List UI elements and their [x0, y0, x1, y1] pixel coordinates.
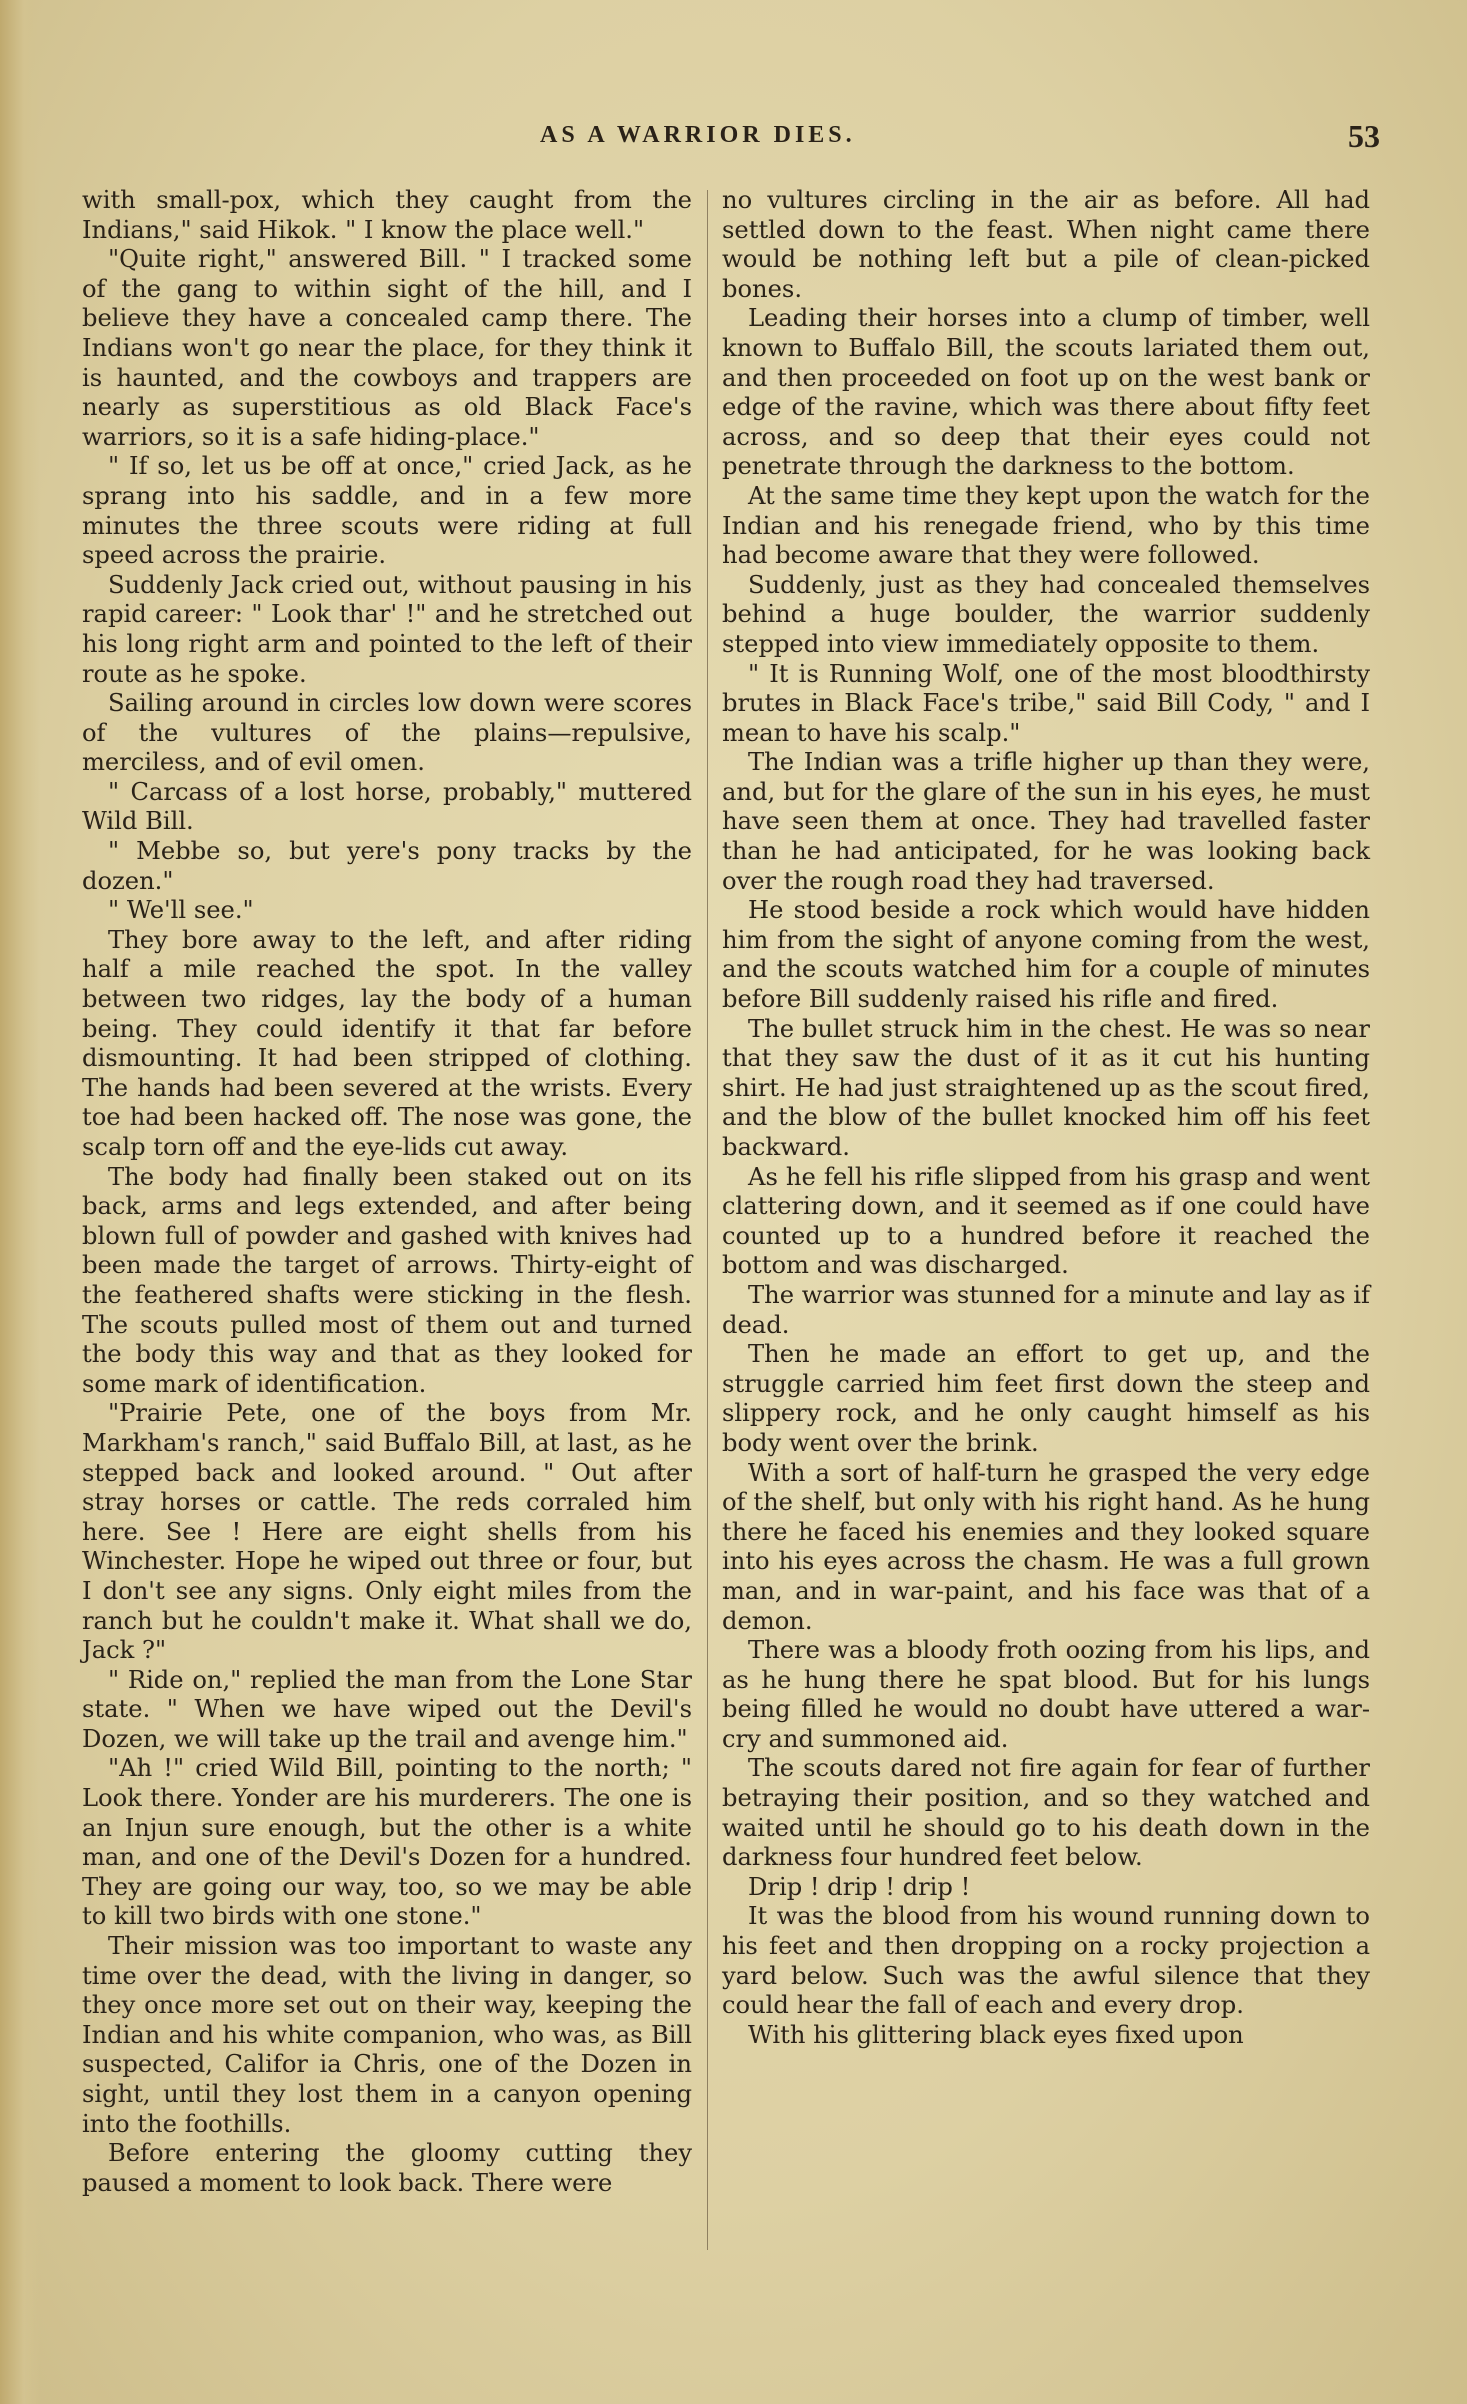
paragraph: At the same time they kept upon the watch for the Indian and his renegade friend, who by this time had become aware that they were followed.	[722, 481, 1370, 570]
paragraph: with small-pox, which they caught from the Indians," said Hikok. " I know the place well."	[82, 186, 692, 244]
left-text-column	[82, 186, 692, 2198]
paragraph: Leading their horses into a clump of timber, well known to Buffalo Bill, the scouts lariated them out, and then proceeded on foot up on the west bank or edge of the ravine, which was there about fifty feet across, and so deep that their eyes could not penetrate through the darkness to the bottom.	[722, 304, 1370, 481]
paragraph: Before entering the gloomy cutting they paused a moment to look back. There were	[82, 2139, 692, 2197]
paragraph: Drip ! drip ! drip !	[748, 1872, 971, 1901]
paragraph: " We'll see."	[108, 896, 254, 925]
right-text-column	[722, 186, 1370, 2050]
paragraph: With his glittering black eyes fixed upon	[748, 2020, 1244, 2049]
paragraph: Then he made an effort to get up, and the struggle carried him feet first down the steep and slippery rock, and he only caught himself as his body went over the brink.	[722, 1340, 1370, 1457]
page-header	[0, 118, 1467, 158]
paragraph: Suddenly, just as they had concealed themselves behind a huge boulder, the warrior suddenly stepped into view immediately opposite to them.	[722, 570, 1370, 658]
page-binding-edge	[0, 0, 40, 2404]
running-title: AS A WARRIOR DIES.	[540, 122, 856, 148]
paragraph: He stood beside a rock which would have hidden him from the sight of anyone coming from the west, and the scouts watched him for a couple of minutes before Bill suddenly raised his rifle and fired.	[722, 896, 1370, 1014]
paragraph: no vultures circling in the air as before. All had settled down to the feast. When night came there would be nothing left but a pile of clean-picked bones.	[722, 186, 1370, 303]
paragraph: Suddenly Jack cried out, without pausing in his rapid career: " Look thar' !" and he stretched out his long right arm and pointed to the left of their route as he spoke.	[82, 570, 692, 688]
paragraph: The body had finally been staked out on its back, arms and legs extended, and after being blown full of powder and gashed with knives had been made the target of arrows. Thirty-eight of the feathered shafts were sticking in the flesh. The scouts pulled most of them out and turned the body this way and that as they looked for some mark of identification.	[82, 1162, 692, 1398]
paragraph: The bullet struck him in the chest. He was so near that they saw the dust of it as it cut his hunting shirt. He had just straightened up as the scout fired, and the blow of the bullet knocked him off his feet backward.	[722, 1014, 1370, 1161]
paragraph: "Quite right," answered Bill. " I tracked some of the gang to within sight of the hill, and I believe they have a concealed camp there. The Indians won't go near the place, for they think it is haunted, and the cowboys and trappers are nearly as superstitious as old Black Face's warriors, so it is a safe hiding-place."	[82, 245, 692, 451]
paragraph: It was the blood from his wound running down to his feet and then dropping on a rocky projection a yard below. Such was the awful silence that they could hear the fall of each and every drop.	[722, 1902, 1370, 2020]
paragraph: The Indian was a trifle higher up than they were, and, but for the glare of the sun in his eyes, he must have seen them at once. They had travelled faster than he had anticipated, for he was looking back over the rough road they had traversed.	[722, 748, 1370, 895]
paragraph: The scouts dared not fire again for fear of further betraying their position, and so they watched and waited until he should go to his death down in the darkness four hundred feet below.	[722, 1754, 1370, 1872]
paragraph: They bore away to the left, and after riding half a mile reached the spot. In the valley between two ridges, lay the body of a human being. They could identify it that far before dismounting. It had been stripped of clothing. The hands had been severed at the wrists. Every toe had been hacked off. The nose was gone, the scalp torn off and the eye-lids cut away.	[82, 925, 692, 1161]
paragraph: There was a bloody froth oozing from his lips, and as he hung there he spat blood. But for his lungs being filled he would no doubt have uttered a war-cry and summoned aid.	[722, 1636, 1370, 1753]
paragraph: As he fell his rifle slipped from his grasp and went clattering down, and it seemed as if one could have counted up to a hundred before it reached the bottom and was discharged.	[722, 1162, 1370, 1280]
paragraph: "Prairie Pete, one of the boys from Mr. Markham's ranch," said Buffalo Bill, at last, as he stepped back and looked around. " Out after stray horses or cattle. The reds corraled him here. See ! Here are eight shells from his Winchester. Hope he wiped out three or four, but I don't see any signs. Only eight miles from the ranch but he couldn't make it. What shall we do, Jack ?"	[82, 1399, 692, 1665]
paragraph: " Carcass of a lost horse, probably," muttered Wild Bill.	[82, 777, 692, 836]
paragraph: " Ride on," replied the man from the Lone Star state. " When we have wiped out the Devil's Dozen, we will take up the trail and avenge him."	[82, 1665, 692, 1753]
paragraph: "Ah !" cried Wild Bill, pointing to the north; " Look there. Yonder are his murderers. The one is an Injun sure enough, but the other is a white man, and one of the Devil's Dozen for a hundred. They are going our way, too, so we may be able to kill two birds with one stone."	[82, 1754, 692, 1931]
page-number: 53	[1348, 118, 1380, 154]
paragraph: Sailing around in circles low down were scores of the vultures of the plains—repulsive, merciless, and of evil omen.	[82, 689, 692, 777]
paragraph: " It is Running Wolf, one of the most bloodthirsty brutes in Black Face's tribe," said Bill Cody, " and I mean to have his scalp."	[722, 659, 1370, 747]
paragraph: The warrior was stunned for a minute and lay as if dead.	[722, 1280, 1370, 1339]
paragraph: " If so, let us be off at once," cried Jack, as he sprang into his saddle, and in a few more minutes the three scouts were riding at full speed across the prairie.	[82, 452, 692, 570]
paragraph: With a sort of half-turn he grasped the very edge of the shelf, but only with his right hand. As he hung there he faced his enemies and they looked square into his eyes across the chasm. He was a full grown man, and in war-paint, and his face was that of a demon.	[722, 1458, 1370, 1635]
paragraph: Their mission was too important to waste any time over the dead, with the living in danger, so they once more set out on their way, keeping the Indian and his white companion, who was, as Bill suspected, Califor ia Chris, one of the Dozen in sight, until they lost them in a canyon opening into the foothills.	[82, 1932, 692, 2138]
column-divider	[707, 190, 708, 2250]
paragraph: " Mebbe so, but yere's pony tracks by the dozen."	[82, 837, 692, 895]
